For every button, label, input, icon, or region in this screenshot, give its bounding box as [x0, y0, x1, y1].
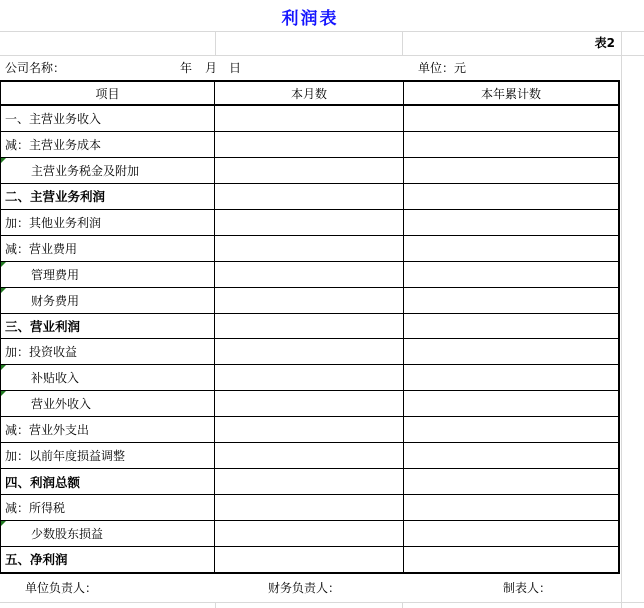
table-row: [1, 158, 618, 184]
page-title: 利润表: [281, 9, 339, 29]
row-month-value-cell[interactable]: [215, 158, 404, 183]
row-item-cell: [1, 443, 215, 468]
table-row: [1, 132, 618, 158]
row-ytd-value-cell[interactable]: [404, 132, 618, 157]
row-month-value-cell[interactable]: [215, 210, 404, 235]
row-item-label: 五、净利润: [5, 552, 68, 568]
row-item-label: 补贴收入: [31, 371, 80, 386]
row-item-label: 一、主营业务收入: [5, 111, 102, 126]
row-item-label: 减：主营业务成本: [5, 137, 102, 152]
row-ytd-value-cell[interactable]: [404, 210, 618, 235]
sheet-tag: 表2: [594, 36, 615, 50]
row-item-cell: [1, 314, 215, 339]
table-row: [1, 443, 618, 469]
row-month-value-cell[interactable]: [215, 106, 404, 131]
row-ytd-value-cell[interactable]: [404, 236, 618, 261]
table-row: [1, 391, 618, 417]
row-item-cell: [1, 365, 215, 390]
row-item-label: 管理费用: [31, 267, 80, 282]
row-ytd-value-cell[interactable]: [404, 314, 618, 339]
row-item-cell: [1, 236, 215, 261]
row-ytd-value-cell[interactable]: [404, 495, 618, 520]
row-month-value-cell[interactable]: [215, 521, 404, 546]
grid-vline: [621, 602, 622, 608]
table-row: [1, 547, 618, 572]
row-item-cell: [1, 106, 215, 131]
table-row: [1, 106, 618, 132]
row-month-value-cell[interactable]: [215, 417, 404, 442]
row-item-label: 减：所得税: [5, 501, 66, 516]
row-month-value-cell[interactable]: [215, 262, 404, 287]
table-row: [1, 365, 618, 391]
table-row: [1, 339, 618, 365]
row-item-label: 加：其他业务利润: [5, 215, 102, 230]
row-item-label: 三、营业利润: [5, 318, 81, 334]
profit-table: [0, 80, 620, 574]
error-flag-icon: [1, 521, 6, 526]
row-item-label: 加：以前年度损益调整: [5, 449, 126, 464]
table-row: [1, 236, 618, 262]
row-month-value-cell[interactable]: [215, 365, 404, 390]
row-item-cell: [1, 288, 215, 313]
table-header-row: [1, 82, 618, 106]
grid-hline: [0, 31, 644, 32]
table-row: [1, 184, 618, 210]
grid-hline: [0, 602, 644, 603]
row-month-value-cell[interactable]: [215, 391, 404, 416]
preparer-label: 制表人：: [503, 581, 552, 595]
row-item-cell: [1, 521, 215, 546]
year-label: 年: [180, 61, 193, 75]
grid-vline: [215, 31, 216, 55]
grid-vline: [215, 602, 216, 608]
row-item-cell: [1, 132, 215, 157]
row-item-cell: [1, 417, 215, 442]
grid-vline: [621, 31, 622, 602]
unit-manager-label: 单位负责人：: [25, 581, 98, 595]
day-label: 日: [229, 61, 242, 75]
table-row: [1, 469, 618, 495]
row-item-label: 营业外收入: [31, 397, 92, 412]
row-item-label: 减：营业外支出: [5, 423, 90, 438]
table-row: [1, 262, 618, 288]
row-item-cell: [1, 391, 215, 416]
row-item-cell: [1, 158, 215, 183]
row-item-cell: [1, 210, 215, 235]
row-ytd-value-cell[interactable]: [404, 339, 618, 364]
row-ytd-value-cell[interactable]: [404, 391, 618, 416]
row-item-cell: [1, 184, 215, 209]
row-month-value-cell[interactable]: [215, 495, 404, 520]
error-flag-icon: [1, 365, 6, 370]
table-row: [1, 210, 618, 236]
error-flag-icon: [1, 262, 6, 267]
row-item-label: 四、利润总额: [5, 474, 81, 490]
row-month-value-cell[interactable]: [215, 314, 404, 339]
header-cell-item: 项目: [1, 82, 215, 104]
row-item-label: 减：营业费用: [5, 241, 78, 256]
row-ytd-value-cell[interactable]: [404, 288, 618, 313]
header-cell-ytd: 本年累计数: [480, 86, 541, 101]
table-row: [1, 417, 618, 443]
row-ytd-value-cell[interactable]: [404, 262, 618, 287]
row-ytd-value-cell[interactable]: [404, 521, 618, 546]
row-ytd-value-cell[interactable]: [404, 184, 618, 209]
row-month-value-cell[interactable]: [215, 236, 404, 261]
row-month-value-cell[interactable]: [215, 184, 404, 209]
unit-label: 单位：元: [418, 61, 467, 75]
table-row: [1, 314, 618, 340]
table-row: [1, 495, 618, 521]
row-month-value-cell[interactable]: [215, 132, 404, 157]
table-body: [1, 106, 618, 572]
row-month-value-cell[interactable]: [215, 288, 404, 313]
row-ytd-value-cell[interactable]: [404, 417, 618, 442]
row-item-cell: [1, 495, 215, 520]
table-row: [1, 521, 618, 547]
month-label: 月: [205, 61, 218, 75]
row-item-cell: [1, 547, 215, 572]
company-name-label: 公司名称：: [5, 61, 66, 75]
error-flag-icon: [1, 158, 6, 163]
row-ytd-value-cell[interactable]: [404, 158, 618, 183]
row-item-cell: [1, 262, 215, 287]
finance-manager-label: 财务负责人：: [268, 581, 341, 595]
row-month-value-cell[interactable]: [215, 469, 404, 494]
row-item-cell: [1, 339, 215, 364]
row-item-label: 加：投资收益: [5, 345, 78, 360]
grid-vline: [402, 602, 403, 608]
row-item-label: 少数股东损益: [31, 526, 104, 541]
row-month-value-cell[interactable]: [215, 339, 404, 364]
row-ytd-value-cell[interactable]: [404, 469, 618, 494]
table-row: [1, 288, 618, 314]
error-flag-icon: [1, 288, 6, 293]
row-ytd-value-cell[interactable]: [404, 443, 618, 468]
row-ytd-value-cell[interactable]: [404, 365, 618, 390]
error-flag-icon: [1, 391, 6, 396]
row-month-value-cell[interactable]: [215, 443, 404, 468]
row-month-value-cell[interactable]: [215, 547, 404, 572]
row-item-label: 二、主营业务利润: [5, 189, 106, 205]
row-item-cell: [1, 469, 215, 494]
row-item-label: 主营业务税金及附加: [31, 163, 140, 178]
row-ytd-value-cell[interactable]: [404, 106, 618, 131]
row-item-label: 财务费用: [31, 293, 80, 308]
row-ytd-value-cell[interactable]: [404, 547, 618, 572]
grid-hline: [0, 55, 644, 56]
header-cell-month: 本月数: [215, 82, 404, 104]
